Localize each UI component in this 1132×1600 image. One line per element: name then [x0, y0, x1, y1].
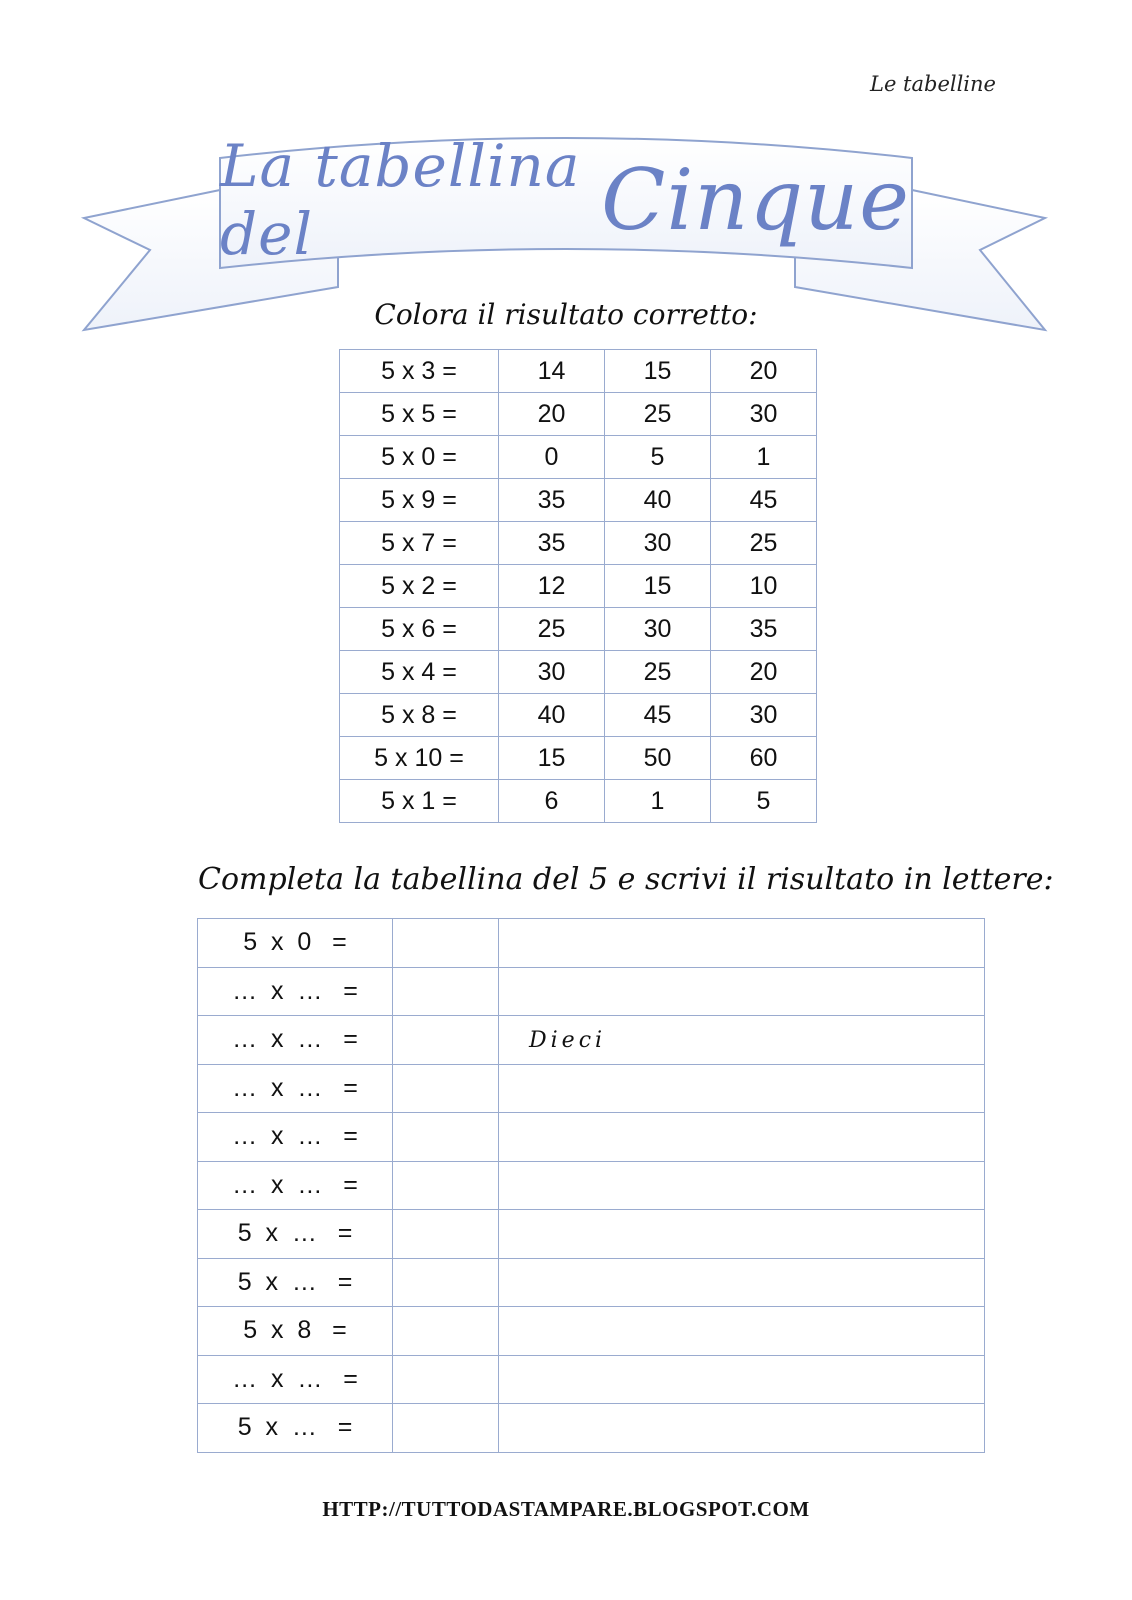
- complete-row: [198, 1355, 985, 1404]
- quiz-option[interactable]: 20: [711, 350, 817, 393]
- complete-row: [198, 1258, 985, 1307]
- complete-row: [198, 1113, 985, 1162]
- result-blank[interactable]: [393, 1113, 499, 1162]
- words-blank[interactable]: [499, 1258, 985, 1307]
- quiz-row: [340, 565, 817, 608]
- words-blank[interactable]: [499, 1016, 985, 1065]
- quiz-option[interactable]: 30: [499, 651, 605, 694]
- complete-row: [198, 1016, 985, 1065]
- words-blank[interactable]: [499, 1355, 985, 1404]
- quiz-expression: 5 x 4 =: [340, 651, 499, 694]
- quiz-expression: 5 x 9 =: [340, 479, 499, 522]
- complete-row: [198, 1210, 985, 1259]
- quiz-expression: 5 x 5 =: [340, 393, 499, 436]
- complete-expression: 5 x 0 =: [198, 919, 393, 968]
- complete-row: [198, 919, 985, 968]
- quiz-option[interactable]: 15: [499, 737, 605, 780]
- quiz-option[interactable]: 45: [605, 694, 711, 737]
- quiz-row: [340, 436, 817, 479]
- quiz-option[interactable]: 14: [499, 350, 605, 393]
- complete-row: [198, 1307, 985, 1356]
- quiz-row: [340, 651, 817, 694]
- complete-row: [198, 1064, 985, 1113]
- quiz-option[interactable]: 20: [711, 651, 817, 694]
- quiz-option[interactable]: 30: [711, 393, 817, 436]
- complete-row: [198, 967, 985, 1016]
- quiz-row: [340, 737, 817, 780]
- complete-expression: … x … =: [198, 967, 393, 1016]
- quiz-expression: 5 x 3 =: [340, 350, 499, 393]
- quiz-option[interactable]: 0: [499, 436, 605, 479]
- quiz-row: [340, 780, 817, 823]
- words-blank[interactable]: [499, 1404, 985, 1453]
- quiz-table: [339, 349, 817, 823]
- result-blank[interactable]: [393, 967, 499, 1016]
- complete-expression: … x … =: [198, 1064, 393, 1113]
- complete-expression: 5 x … =: [198, 1404, 393, 1453]
- complete-row: [198, 1161, 985, 1210]
- result-blank[interactable]: [393, 1355, 499, 1404]
- quiz-option[interactable]: 25: [499, 608, 605, 651]
- quiz-option[interactable]: 45: [711, 479, 817, 522]
- quiz-row: [340, 522, 817, 565]
- words-text: Dieci: [529, 1027, 607, 1053]
- words-blank[interactable]: [499, 967, 985, 1016]
- complete-expression: … x … =: [198, 1113, 393, 1162]
- quiz-row: [340, 350, 817, 393]
- complete-expression: 5 x … =: [198, 1258, 393, 1307]
- complete-expression: … x … =: [198, 1016, 393, 1065]
- result-blank[interactable]: [393, 919, 499, 968]
- quiz-option[interactable]: 30: [605, 522, 711, 565]
- quiz-option[interactable]: 40: [605, 479, 711, 522]
- complete-expression: … x … =: [198, 1355, 393, 1404]
- result-blank[interactable]: [393, 1404, 499, 1453]
- quiz-option[interactable]: 6: [499, 780, 605, 823]
- result-blank[interactable]: [393, 1016, 499, 1065]
- quiz-option[interactable]: 10: [711, 565, 817, 608]
- quiz-option[interactable]: 25: [711, 522, 817, 565]
- words-blank[interactable]: [499, 1161, 985, 1210]
- quiz-row: [340, 694, 817, 737]
- footer-url[interactable]: HTTP://TUTTODASTAMPARE.BLOGSPOT.COM: [322, 1497, 810, 1521]
- quiz-option[interactable]: 25: [605, 651, 711, 694]
- words-blank[interactable]: [499, 1210, 985, 1259]
- quiz-row: [340, 393, 817, 436]
- complete-row: [198, 1404, 985, 1453]
- quiz-expression: 5 x 8 =: [340, 694, 499, 737]
- result-blank[interactable]: [393, 1258, 499, 1307]
- quiz-option[interactable]: 30: [711, 694, 817, 737]
- quiz-expression: 5 x 0 =: [340, 436, 499, 479]
- quiz-row: [340, 479, 817, 522]
- quiz-option[interactable]: 12: [499, 565, 605, 608]
- words-blank[interactable]: [499, 1113, 985, 1162]
- words-blank[interactable]: [499, 919, 985, 968]
- quiz-option[interactable]: 5: [605, 436, 711, 479]
- result-blank[interactable]: [393, 1064, 499, 1113]
- complete-expression: … x … =: [198, 1161, 393, 1210]
- complete-expression: 5 x … =: [198, 1210, 393, 1259]
- complete-table: [197, 918, 985, 1453]
- quiz-expression: 5 x 7 =: [340, 522, 499, 565]
- quiz-expression: 5 x 10 =: [340, 737, 499, 780]
- result-blank[interactable]: [393, 1161, 499, 1210]
- quiz-option[interactable]: 1: [711, 436, 817, 479]
- quiz-option[interactable]: 5: [711, 780, 817, 823]
- quiz-option[interactable]: 1: [605, 780, 711, 823]
- quiz-option[interactable]: 35: [499, 522, 605, 565]
- quiz-option[interactable]: 20: [499, 393, 605, 436]
- quiz-option[interactable]: 15: [605, 565, 711, 608]
- quiz-option[interactable]: 30: [605, 608, 711, 651]
- quiz-option[interactable]: 50: [605, 737, 711, 780]
- quiz-expression: 5 x 1 =: [340, 780, 499, 823]
- quiz-expression: 5 x 2 =: [340, 565, 499, 608]
- quiz-row: [340, 608, 817, 651]
- result-blank[interactable]: [393, 1307, 499, 1356]
- instruction-complete-table: Completa la tabellina del 5 e scrivi il risultato in lettere:: [198, 862, 1054, 897]
- quiz-option[interactable]: 25: [605, 393, 711, 436]
- title-part-2: Cinque: [601, 151, 910, 249]
- quiz-option[interactable]: 40: [499, 694, 605, 737]
- quiz-option[interactable]: 35: [711, 608, 817, 651]
- quiz-option[interactable]: 60: [711, 737, 817, 780]
- words-blank[interactable]: [499, 1064, 985, 1113]
- words-blank[interactable]: [499, 1307, 985, 1356]
- header-label: Le tabelline: [870, 72, 996, 96]
- quiz-option[interactable]: 35: [499, 479, 605, 522]
- quiz-expression: 5 x 6 =: [340, 608, 499, 651]
- complete-expression: 5 x 8 =: [198, 1307, 393, 1356]
- result-blank[interactable]: [393, 1210, 499, 1259]
- instruction-color-result: Colora il risultato corretto:: [374, 298, 758, 331]
- page-title: [220, 132, 910, 268]
- quiz-option[interactable]: 15: [605, 350, 711, 393]
- title-part-1: La tabellina del: [220, 132, 581, 268]
